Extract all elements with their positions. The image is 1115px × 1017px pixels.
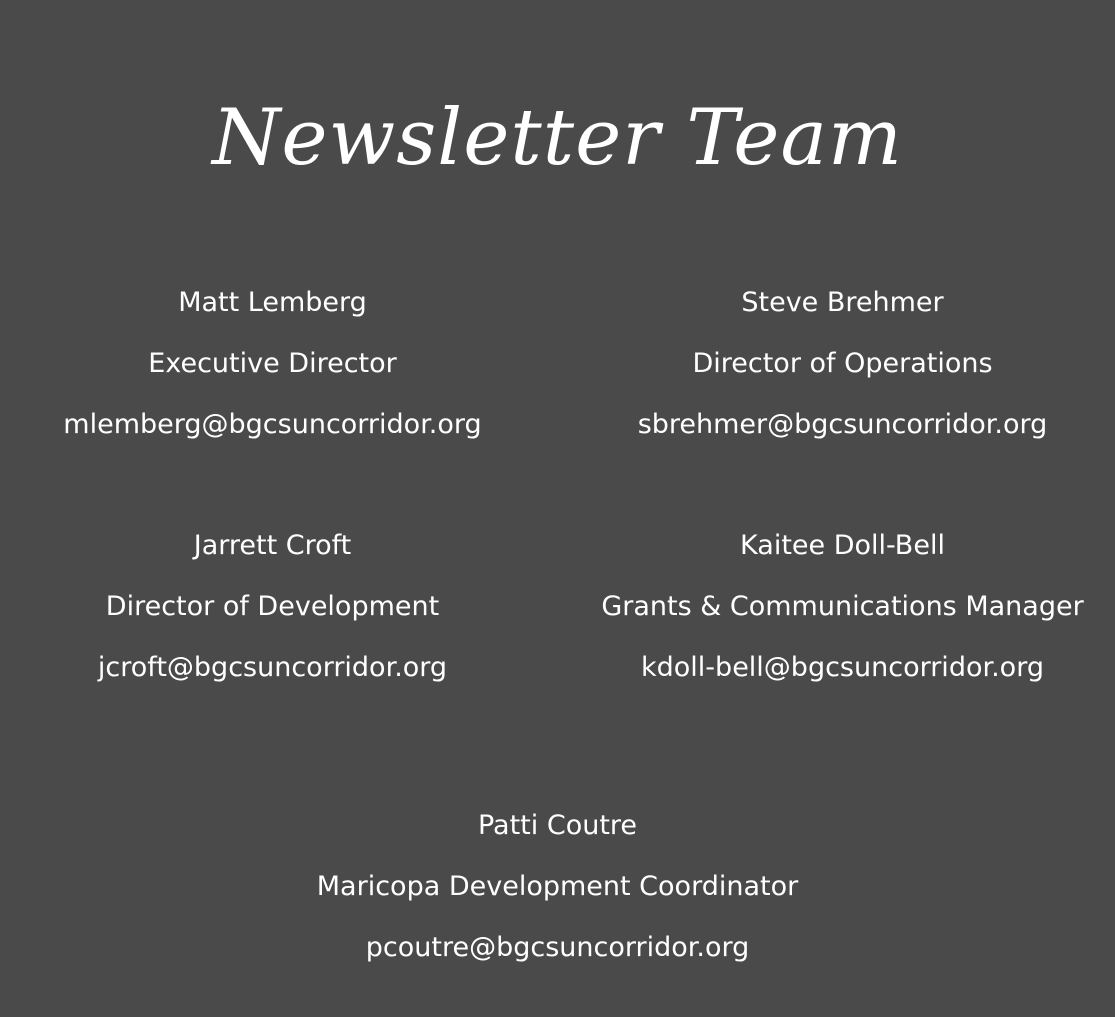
team-member-card bbox=[0, 795, 1115, 978]
member-email: sbrehmer@bgcsuncorridor.org bbox=[637, 409, 1048, 440]
member-name: Patti Coutre bbox=[477, 810, 638, 841]
member-name: Jarrett Croft bbox=[193, 530, 352, 561]
member-role: Maricopa Development Coordinator bbox=[316, 871, 799, 902]
member-name: Kaitee Doll-Bell bbox=[740, 530, 945, 561]
team-member-card bbox=[0, 272, 545, 455]
member-role: Grants & Communications Manager bbox=[601, 591, 1084, 622]
team-member-card bbox=[570, 272, 1115, 455]
team-member-card bbox=[570, 515, 1115, 698]
page-title: Newsletter Team bbox=[212, 93, 903, 184]
team-member-card bbox=[0, 515, 545, 698]
member-role: Executive Director bbox=[148, 348, 397, 379]
member-name: Matt Lemberg bbox=[178, 287, 367, 318]
member-role: Director of Operations bbox=[692, 348, 993, 379]
member-email: jcroft@bgcsuncorridor.org bbox=[97, 652, 448, 683]
member-email: pcoutre@bgcsuncorridor.org bbox=[365, 932, 750, 963]
member-email: mlemberg@bgcsuncorridor.org bbox=[63, 409, 482, 440]
member-role: Director of Development bbox=[105, 591, 440, 622]
member-email: kdoll-bell@bgcsuncorridor.org bbox=[641, 652, 1044, 683]
member-name: Steve Brehmer bbox=[741, 287, 944, 318]
